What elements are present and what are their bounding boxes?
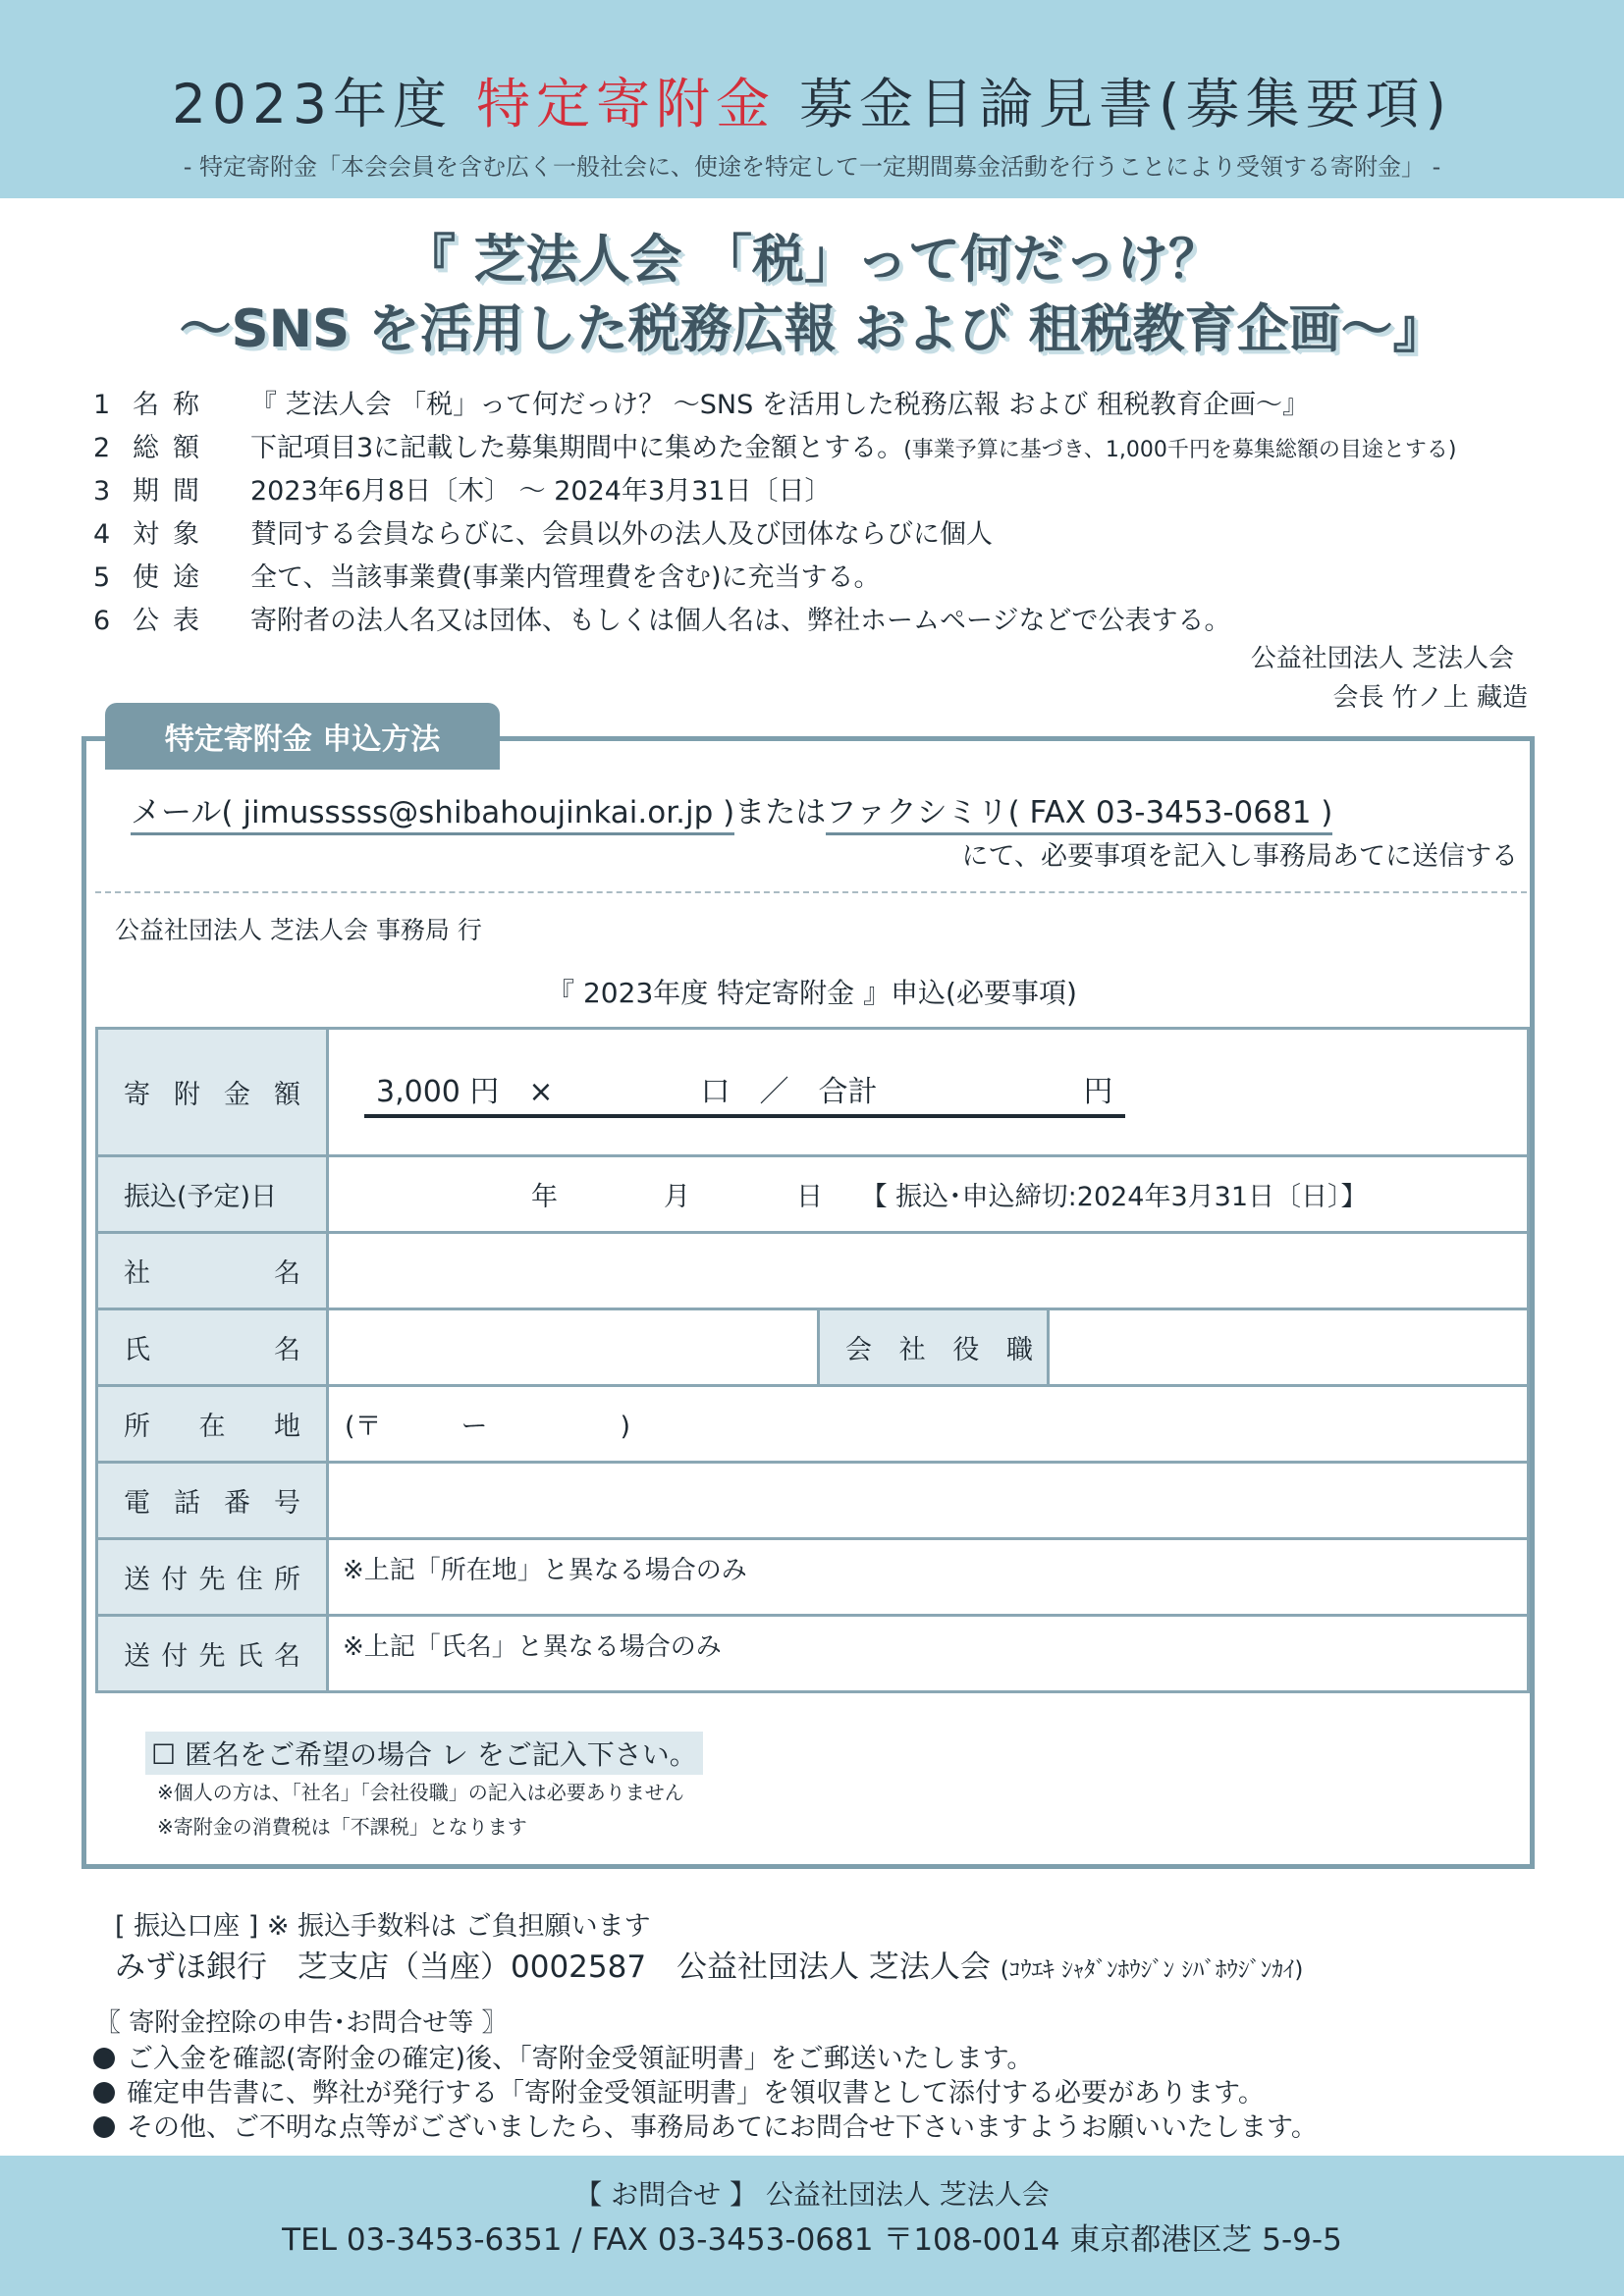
info-value: 2023年6月8日〔木〕 ～ 2024年3月31日〔日〕 bbox=[250, 476, 832, 507]
info-row-publish bbox=[93, 599, 1230, 638]
fax-link: ファクシミリ( FAX 03-3453-0681 ) bbox=[826, 795, 1332, 835]
send-instruction: にて、必要事項を記入し事務局あてに送信する bbox=[961, 841, 1518, 872]
table-row-amount bbox=[97, 1029, 1529, 1156]
bank-account-kana: (ｺｳｴｷ ｼｬﾀﾞﾝﾎｳｼﾞﾝ ｼﾊﾞﾎｳｼﾞﾝｶｲ) bbox=[1000, 1957, 1304, 1983]
table-row-phone bbox=[97, 1463, 1529, 1539]
office-addressee: 公益社団法人 芝法人会 事務局 行 bbox=[115, 916, 482, 944]
date-placeholder: 年 月 日 bbox=[531, 1182, 823, 1212]
application-table bbox=[95, 1027, 1530, 1693]
table-row-send-address bbox=[97, 1539, 1529, 1616]
table-row-date bbox=[97, 1156, 1529, 1233]
bullet-icon bbox=[93, 2116, 115, 2138]
title-highlight: 特定寄附金 bbox=[476, 73, 777, 135]
info-label: 公表 bbox=[133, 606, 213, 636]
footer-contact-title: 【 お問合せ 】 公益社団法人 芝法人会 bbox=[574, 2178, 1050, 2211]
application-title: 『 2023年度 特定寄附金 』申込(必要事項) bbox=[547, 977, 1077, 1009]
company-field[interactable] bbox=[328, 1233, 1529, 1309]
info-row-total bbox=[93, 426, 1456, 465]
anonymous-checkbox[interactable]: ☐ 匿名をご希望の場合 レ をご記入下さい。 bbox=[145, 1732, 703, 1775]
info-label: 期間 bbox=[133, 476, 213, 507]
transfer-date-field[interactable] bbox=[328, 1156, 1529, 1233]
info-value: 寄附者の法人名又は団体、もしくは個人名は、弊社ホームページなどで公表する。 bbox=[250, 606, 1231, 636]
note-tax: ※寄附金の消費税は「不課税」となります bbox=[157, 1815, 527, 1839]
info-num: 6 bbox=[93, 606, 111, 636]
info-label: 対象 bbox=[133, 519, 213, 550]
label-transfer-date: 振込(予定)日 bbox=[97, 1156, 328, 1233]
list-item: その他、ご不明な点等がございましたら、事務局あてにお問合せ下さいますようお願いいたします。 bbox=[93, 2106, 1318, 2144]
label-company: 社 名 bbox=[97, 1233, 328, 1309]
table-row-address bbox=[97, 1386, 1529, 1463]
org-name: 公益社団法人 芝法人会 bbox=[1250, 644, 1514, 673]
info-num: 3 bbox=[93, 476, 111, 507]
label-amount: 寄 附 金 額 bbox=[97, 1029, 328, 1156]
info-value: 全て、当該事業費(事業内管理費を含む)に充当する。 bbox=[250, 562, 881, 593]
table-row-name bbox=[97, 1309, 1529, 1386]
bullet-icon bbox=[93, 2082, 115, 2104]
info-note: (事業予算に基づき、1,000千円を募集総額の目途とする) bbox=[903, 438, 1457, 462]
label-name: 氏 名 bbox=[97, 1309, 328, 1386]
project-title-line2: ～SNS を活用した税務広報 および 租税教育企画～』 bbox=[179, 299, 1445, 359]
phone-field[interactable] bbox=[328, 1463, 1529, 1539]
info-row-period bbox=[93, 469, 831, 508]
bank-heading: [ 振込口座 ] ※ 振込手数料は ご負担願います bbox=[115, 1911, 651, 1942]
note-individual: ※個人の方は、「社名」「会社役職」の記入は必要ありません bbox=[157, 1781, 684, 1804]
info-value: 賛同する会員ならびに、会員以外の法人及び団体ならびに個人 bbox=[250, 519, 993, 550]
list-item: ご入金を確認(寄附金の確定)後、「寄附金受領証明書」をご郵送いたします。 bbox=[93, 2037, 1033, 2075]
application-tab: 特定寄附金 申込方法 bbox=[105, 703, 500, 770]
label-company-title: 会 社 役 職 bbox=[819, 1309, 1049, 1386]
info-num: 1 bbox=[93, 390, 111, 420]
send-name-field[interactable]: ※上記「氏名」と異なる場合のみ bbox=[328, 1616, 1529, 1692]
email-link[interactable]: メール( jimusssss@shibahoujinkai.or.jp ) bbox=[131, 795, 734, 835]
title-rest: 募金目論見書(募集要項) bbox=[799, 73, 1452, 135]
org-president: 会長 竹ノ上 藏造 bbox=[1332, 683, 1528, 713]
send-address-field[interactable]: ※上記「所在地」と異なる場合のみ bbox=[328, 1539, 1529, 1616]
info-row-target bbox=[93, 512, 993, 552]
info-row-use bbox=[93, 556, 881, 595]
address-field[interactable]: (〒 ー ) bbox=[328, 1386, 1529, 1463]
contact-methods bbox=[131, 787, 1332, 831]
deduction-heading: 〖 寄附金控除の申告･お問合せ等 〗 bbox=[95, 2008, 508, 2038]
info-row-name bbox=[93, 383, 1309, 422]
deadline-text: 【 振込･申込締切:2024年3月31日〔日〕】 bbox=[860, 1182, 1368, 1212]
dashed-divider bbox=[95, 891, 1527, 893]
info-label: 名称 bbox=[133, 390, 213, 420]
bank-account bbox=[115, 1942, 1303, 1986]
table-row-company bbox=[97, 1233, 1529, 1309]
title-year: 2023年度 bbox=[172, 73, 454, 135]
info-value: 『 芝法人会 「税」って何だっけ？ ～SNS を活用した税務広報 および 租税教育企画～』 bbox=[250, 390, 1309, 420]
bullet-icon bbox=[93, 2048, 115, 2069]
table-row-send-name bbox=[97, 1616, 1529, 1692]
amount-formula: 3,000 円 × 口 ／ 合計 円 bbox=[364, 1067, 1125, 1118]
company-title-field[interactable] bbox=[1049, 1309, 1529, 1386]
info-num: 2 bbox=[93, 433, 111, 463]
footer-contact-details: TEL 03-3453-6351 / FAX 03-3453-0681 〒108-0014 東京都港区芝 5-9-5 bbox=[282, 2222, 1342, 2258]
bank-account-text: みずほ銀行 芝支店（当座）0002587 公益社団法人 芝法人会 bbox=[115, 1949, 991, 1985]
page-title bbox=[0, 61, 1624, 138]
page-subtitle: - 特定寄附金「本会会員を含む広く一般社会に、使途を特定して一定期間募金活動を行うことにより受領する寄附金」 - bbox=[183, 153, 1441, 181]
or-text: または bbox=[734, 795, 827, 830]
name-field[interactable] bbox=[328, 1309, 819, 1386]
list-item: 確定申告書に、弊社が発行する「寄附金受領証明書」を領収書として添付する必要があります。 bbox=[93, 2071, 1265, 2109]
amount-field[interactable] bbox=[328, 1029, 1529, 1156]
label-address: 所 在 地 bbox=[97, 1386, 328, 1463]
project-title-line1: 『 芝法人会 「税」って何だっけ？ bbox=[404, 230, 1220, 290]
info-num: 5 bbox=[93, 562, 111, 593]
info-value: 下記項目3に記載した募集期間中に集めた金額とする。 bbox=[250, 433, 904, 463]
label-phone: 電 話 番 号 bbox=[97, 1463, 328, 1539]
info-label: 総額 bbox=[133, 433, 213, 463]
info-label: 使途 bbox=[133, 562, 213, 593]
info-num: 4 bbox=[93, 519, 111, 550]
label-send-name: 送 付 先 氏 名 bbox=[97, 1616, 328, 1692]
label-send-address: 送 付 先 住 所 bbox=[97, 1539, 328, 1616]
